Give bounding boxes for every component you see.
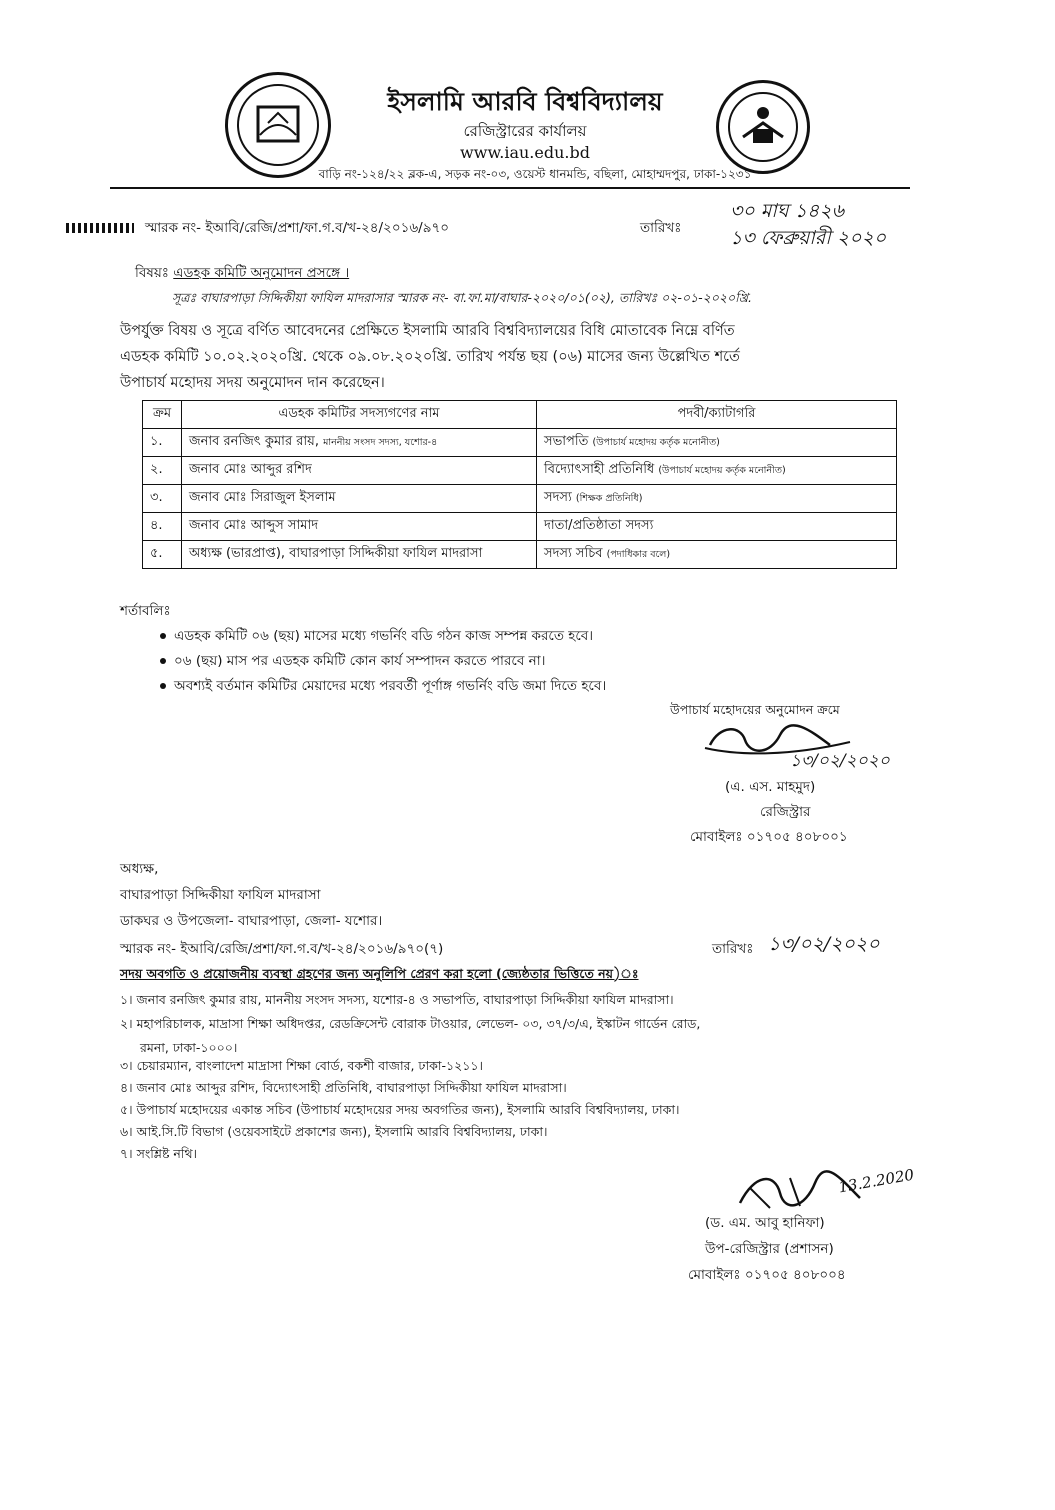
table-row xyxy=(143,541,897,569)
condition-item xyxy=(160,675,606,698)
bullet-icon xyxy=(160,633,166,639)
copy-item: ৬। আই.সি.টি বিভাগ (ওয়েবসাইটে প্রকাশের জন্য), ইসলামি আরবি বিশ্ববিদ্যালয়, ঢাকা। xyxy=(120,1124,548,1139)
condition-item xyxy=(160,625,593,648)
row-role xyxy=(537,485,897,513)
bullet-icon xyxy=(160,658,166,664)
subject-line xyxy=(135,262,349,285)
header-name: এডহক কমিটির সদস্যগণের নাম xyxy=(182,401,537,429)
university-logo xyxy=(225,72,331,178)
member-role: সভাপতি xyxy=(544,434,589,449)
row-role xyxy=(537,541,897,569)
source-reference: সূত্রঃ বাঘারপাড়া সিদ্দিকীয়া ফাযিল মাদরাসার স্মারক নং- বা.ফা.মা/বাঘার-২০২০/০১(০২), তারিখঃ ০২-০১-২০২০খ্রি. xyxy=(172,290,752,305)
table-row xyxy=(143,513,897,541)
row-role xyxy=(537,429,897,457)
conditions-label: শর্তাবলিঃ xyxy=(120,603,171,619)
scan-mark xyxy=(66,223,134,233)
table-row xyxy=(143,429,897,457)
copy-item: ৪। জনাব মোঃ আব্দুর রশিদ, বিদ্যোৎসাহী প্রতিনিধি, বাঘারপাড়া সিদ্দিকীয়া ফাযিল মাদরাসা। xyxy=(120,1080,567,1095)
row-serial: ৩. xyxy=(143,485,182,513)
deputy-registrar-mobile: মোবাইলঃ ০১৭০৫ ৪০৮০০৪ xyxy=(688,1267,846,1283)
row-serial: ৪. xyxy=(143,513,182,541)
row-name xyxy=(182,485,537,513)
deputy-registrar-title: উপ-রেজিস্ট্রার (প্রশাসন) xyxy=(705,1241,834,1257)
registrar-mobile: মোবাইলঃ ০১৭০৫ ৪০৮০০১ xyxy=(690,829,848,845)
office-name: রেজিস্ট্রারের কার্যালয় xyxy=(463,122,587,140)
header-divider xyxy=(110,187,910,189)
row-role xyxy=(537,513,897,541)
role-note: (উপাচার্য মহোদয় কর্তৃক মনোনীত) xyxy=(658,465,786,476)
member-name: জনাব মোঃ আব্দুর রশিদ xyxy=(189,462,312,477)
body-line-3: উপাচার্য মহোদয় সদয় অনুমোদন দান করেছেন। xyxy=(120,375,385,391)
recipient-line-3: ডাকঘর ও উপজেলা- বাঘারপাড়া, জেলা- যশোর। xyxy=(120,913,383,929)
body-line-2: এডহক কমিটি ১০.০২.২০২০খ্রি. থেকে ০৯.০৮.২০২০খ্রি. তারিখ পর্যন্ত ছয় (০৬) মাসের জন্য উল্লেখিত শর্তে xyxy=(120,349,740,365)
condition-text: ০৬ (ছয়) মাস পর এডহক কমিটি কোন কার্য সম্পাদন করতে পারবে না। xyxy=(174,653,546,669)
subject-label: বিষয়ঃ xyxy=(135,265,169,281)
row-serial: ৫. xyxy=(143,541,182,569)
registrar-signature-date: ১৩/০২/২০২০ xyxy=(790,751,890,771)
mujib-year-logo xyxy=(716,80,810,174)
member-role: সদস্য সচিব xyxy=(544,546,603,561)
role-note: (পদাধিকার বলে) xyxy=(606,549,671,560)
row-name xyxy=(182,541,537,569)
row-name xyxy=(182,457,537,485)
member-role: সদস্য xyxy=(544,490,572,505)
copy-memo-date: ১৩/০২/২০২০ xyxy=(768,933,880,955)
copy-item: ৩। চেয়ারম্যান, বাংলাদেশ মাদ্রাসা শিক্ষা বোর্ড, বকশী বাজার, ঢাকা-১২১১। xyxy=(120,1058,483,1073)
memo-date-line1: ৩০ মাঘ ১৪২৬ xyxy=(730,200,844,222)
registrar-name: (এ. এস. মাহমুদ) xyxy=(725,779,816,795)
copy-item-continued: রমনা, ঢাকা-১০০০। xyxy=(140,1040,238,1055)
deputy-registrar-name: (ড. এম. আবু হানিফা) xyxy=(705,1215,825,1231)
memo-date-line2: ১৩ ফেব্রুয়ারী ২০২০ xyxy=(730,227,887,249)
condition-item xyxy=(160,650,545,673)
role-note: (উপাচার্য মহোদয় কর্তৃক মনোনীত) xyxy=(592,437,720,448)
recipient-line-2: বাঘারপাড়া সিদ্দিকীয়া ফাযিল মাদরাসা xyxy=(120,887,321,903)
member-name: জনাব মোঃ আব্দুস সামাদ xyxy=(189,518,319,533)
row-serial: ১. xyxy=(143,429,182,457)
subject-text: এডহক কমিটি অনুমোদন প্রসঙ্গে । xyxy=(173,265,350,281)
copy-item: ১। জনাব রনজিৎ কুমার রায়, মাননীয় সংসদ সদস্য, যশোর-৪ ও সভাপতি, বাঘারপাড়া সিদ্দিকীয়া ফাযিল মাদরাসা। xyxy=(120,992,674,1007)
row-name xyxy=(182,429,537,457)
university-seal-icon xyxy=(228,75,328,175)
role-note: (শিক্ষক প্রতিনিধি) xyxy=(575,493,643,504)
mujib-seal-icon xyxy=(719,83,807,171)
copy-memo-reference: স্মারক নং- ইআবি/রেজি/প্রশা/ফা.গ.ব/খ-২৪/২০১৬/৯৭০(৭) xyxy=(120,941,444,957)
copy-item: ৭। সংশ্লিষ্ট নথি। xyxy=(120,1146,198,1161)
member-name: জনাব মোঃ সিরাজুল ইসলাম xyxy=(189,490,336,505)
copy-item: ৫। উপাচার্য মহোদয়ের একান্ত সচিব (উপাচার্য মহোদয়ের সদয় অবগতির জন্য), ইসলামি আরবি বিশ্ববিদ্যালয়, ঢাকা। xyxy=(120,1102,680,1117)
bullet-icon xyxy=(160,683,166,689)
university-name: ইসলামি আরবি বিশ্ববিদ্যালয় xyxy=(387,87,663,116)
row-name xyxy=(182,513,537,541)
header-role: পদবী/ক্যাটাগরি xyxy=(537,401,897,429)
member-note: মাননীয় সংসদ সদস্য, যশোর-৪ xyxy=(323,437,438,448)
member-role: দাতা/প্রতিষ্ঠাতা সদস্য xyxy=(544,518,654,533)
office-address: বাড়ি নং-১২৪/২২ ব্লক-এ, সড়ক নং-০৩, ওয়েস্ট ধানমন্ডি, বছিলা, মোহাম্মদপুর, ঢাকা-১২৩১ xyxy=(318,167,752,181)
table-header-row xyxy=(143,401,897,429)
approval-note: উপাচার্য মহোদয়ের অনুমোদন ক্রমে xyxy=(670,702,840,717)
committee-table xyxy=(142,400,897,569)
body-line-1: উপর্যুক্ত বিষয় ও সূত্রে বর্ণিত আবেদনের প্রেক্ষিতে ইসলামি আরবি বিশ্ববিদ্যালয়ের বিধি মোতাবেক নিম্নে বর্ণিত xyxy=(120,323,735,339)
row-role xyxy=(537,457,897,485)
registrar-title: রেজিস্ট্রার xyxy=(760,804,811,820)
memo-date-label: তারিখঃ xyxy=(640,220,682,236)
website: www.iau.edu.bd xyxy=(460,143,590,162)
deputy-registrar-signature-date: 13.2.2020 xyxy=(837,1165,916,1197)
table-row xyxy=(143,485,897,513)
copies-heading: সদয় অবগতি ও প্রয়োজনীয় ব্যবস্থা গ্রহণের জন্য অনুলিপি প্রেরণ করা হলো (জ্যেষ্ঠতার ভিত্তিতে নয়)ঃ xyxy=(120,966,639,981)
table-row xyxy=(143,457,897,485)
header-serial: ক্রম xyxy=(143,401,182,429)
condition-text: এডহক কমিটি ০৬ (ছয়) মাসের মধ্যে গভর্নিং বডি গঠন কাজ সম্পন্ন করতে হবে। xyxy=(174,628,594,644)
copy-memo-date-label: তারিখঃ xyxy=(712,941,754,957)
member-role: বিদ্যোৎসাহী প্রতিনিধি xyxy=(544,462,655,477)
member-name: অধ্যক্ষ (ভারপ্রাপ্ত), বাঘারপাড়া সিদ্দিকীয়া ফাযিল মাদরাসা xyxy=(189,546,483,561)
member-name: জনাব রনজিৎ কুমার রায়, xyxy=(189,434,319,449)
row-serial: ২. xyxy=(143,457,182,485)
recipient-line-1: অধ্যক্ষ, xyxy=(120,861,159,877)
condition-text: অবশ্যই বর্তমান কমিটির মেয়াদের মধ্যে পরবর্তী পূর্ণাঙ্গ গভর্নিং বডি জমা দিতে হবে। xyxy=(174,678,607,694)
memo-reference: স্মারক নং- ইআবি/রেজি/প্রশা/ফা.গ.ব/খ-২৪/২০১৬/৯৭০ xyxy=(145,220,450,236)
copy-item: ২। মহাপরিচালক, মাদ্রাসা শিক্ষা অধিদপ্তর, রেডক্রিসেন্ট বোরাক টাওয়ার, লেভেল- ০৩, ৩৭/৩/এ, ইস্কাটন গার্ডেন রোড, xyxy=(120,1016,701,1031)
